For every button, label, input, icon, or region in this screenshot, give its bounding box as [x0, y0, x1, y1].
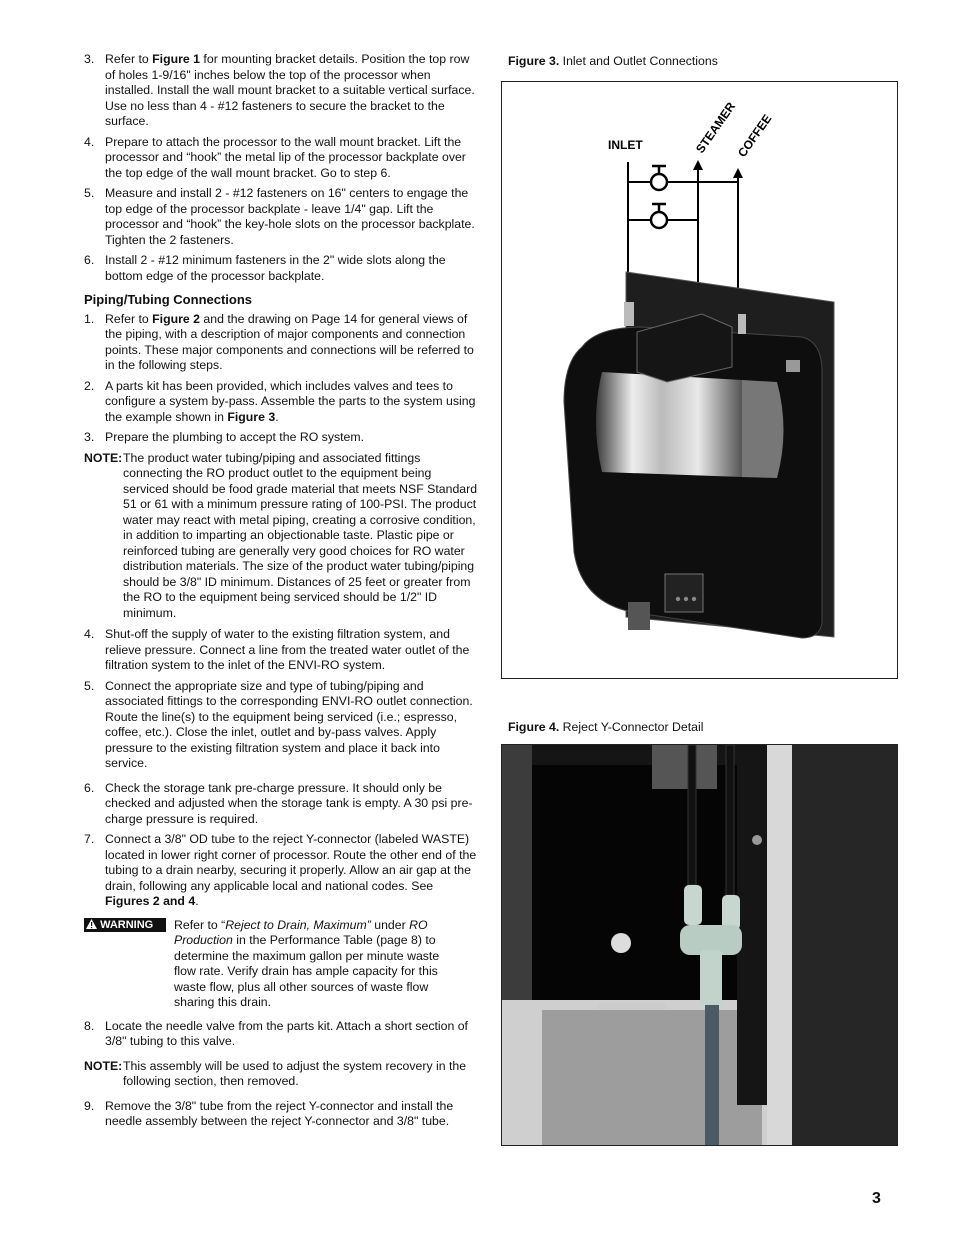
figure-4-caption: Figure 4. Reject Y-Connector Detail	[508, 720, 704, 734]
figure-3-caption: Figure 3. Inlet and Outlet Connections	[508, 54, 718, 68]
section-heading: Piping/Tubing Connections	[84, 292, 253, 307]
membrane-tank	[596, 372, 742, 477]
figure-4-frame	[501, 744, 898, 1146]
outlet-pipe	[628, 602, 650, 630]
figure-3-frame	[501, 81, 898, 679]
note-block: NOTE: The product water tubing/piping and associated fittings connecting the RO product outlet to the equipment being serviced should be food grade material that meets NSF Standard 51 or 61 with a minimum pressure rating of 100-PSI. The product water may react with metal piping, creating a corrosive condition, in addition to imparting an objectionable taste. Plastic pipe or reinforced tubing are generally very good choices for RO water distribution materials. The size of the product water tubing/piping should be 3/8" ID minimum. Distances of 25 feet or greater from the RO to the equipment being serviced should be 1/2" ID minimum.	[84, 450, 478, 620]
note-block: NOTE: This assembly will be used to adjust the system recovery in the following section, then removed.	[84, 1058, 467, 1088]
warning-triangle-icon	[86, 919, 97, 929]
list-item: 1. Refer to Figure 2 and the drawing on Page 14 for general views of the piping, with a description of major components and connection points. These major components and connections will be referred to in the following steps.	[84, 311, 474, 372]
list-item: 5. Measure and install 2 - #12 fasteners on 16" centers to engage the top edge of the processor backplate - leave 1/4" gap. Lift the processor and “hook” the key-hole slots on the processor backplate. Tighten the 2 fasteners.	[84, 186, 475, 247]
y-connector-photo	[502, 745, 897, 1145]
coffee-label: COFFEE	[734, 111, 775, 160]
warning-block: WARNING Refer to “Reject to Drain, Maximum” under RO Production in the Performance Table (page 8) to determine the maximum gallon per minute waste flow rate. Verify drain has ample capacity for this waste flow, plus all other sources of waste flow sharing this drain.	[84, 918, 480, 1011]
inlet-label: INLET	[608, 138, 643, 152]
warning-badge: WARNING	[84, 918, 166, 932]
list-item: 9. Remove the 3/8" tube from the reject Y-connector and install the needle assembly between the reject Y-connector and 3/8" tube.	[84, 1098, 454, 1128]
valve-icon	[651, 166, 667, 190]
steamer-label: STEAMER	[692, 99, 739, 156]
list-item: 7. Connect a 3/8" OD tube to the reject Y-connector (labeled WASTE) located in lower right corner of processor. Route the other end of the tubing to a drain nearby, securing it properly. Allow an air gap at the drain, following any applicable local and national codes. See Figures 2 and 4.	[84, 832, 477, 908]
list-item: 5. Connect the appropriate size and type of tubing/piping and associated fittings to the corresponding ENVI-RO outlet connection. Route the line(s) to the equipment being serviced (i.e.; espresso, coffee, etc.). Close the inlet, outlet and by-pass valves. Apply pressure to the existing filtration system and place it back into service.	[84, 678, 473, 770]
arrow-up-icon	[693, 160, 703, 170]
page-number: 3	[872, 1190, 881, 1207]
list-item: 2. A parts kit has been provided, which includes valves and tees to configure a system by-pass. Assemble the parts to the system using the example shown in Figure 3.	[84, 378, 476, 424]
arrow-up-icon	[733, 168, 743, 178]
ro-processor-illustration	[502, 82, 897, 678]
list-item: 3. Refer to Figure 1 for mounting bracket details. Position the top row of holes 1-9/16" inches below the top of the processor when installed. Install the wall mount bracket to a suitable vertical surface. Use no less than 4 - #12 fasteners to secure the bracket to the surface.	[84, 52, 475, 128]
list-item: 3. Prepare the plumbing to accept the RO system.	[84, 430, 365, 444]
list-item: 4. Shut-off the supply of water to the existing filtration system, and relieve pressure. Connect a line from the treated water outlet of the filtration system to the inlet of the ENVI-RO system.	[84, 627, 470, 672]
list-item: 4. Prepare to attach the processor to the wall mount bracket. Lift the processor and “hook” the metal lip of the processor backplate over the top edge of the wall mount bracket. Go to step 6.	[84, 134, 466, 180]
list-item: 6. Install 2 - #12 minimum fasteners in the 2" wide slots along the bottom edge of the processor backplate.	[84, 253, 446, 283]
list-item: 8. Locate the needle valve from the parts kit. Attach a short section of 3/8" tubing to this valve.	[84, 1018, 468, 1048]
display-panel	[665, 574, 703, 612]
instructions-column	[84, 52, 480, 1135]
valve-icon	[651, 204, 667, 228]
list-item: 6. Check the storage tank pre-charge pressure. It should only be checked and adjusted when the storage tank is empty. A 30 psi pre-charge pressure is required.	[84, 780, 473, 826]
